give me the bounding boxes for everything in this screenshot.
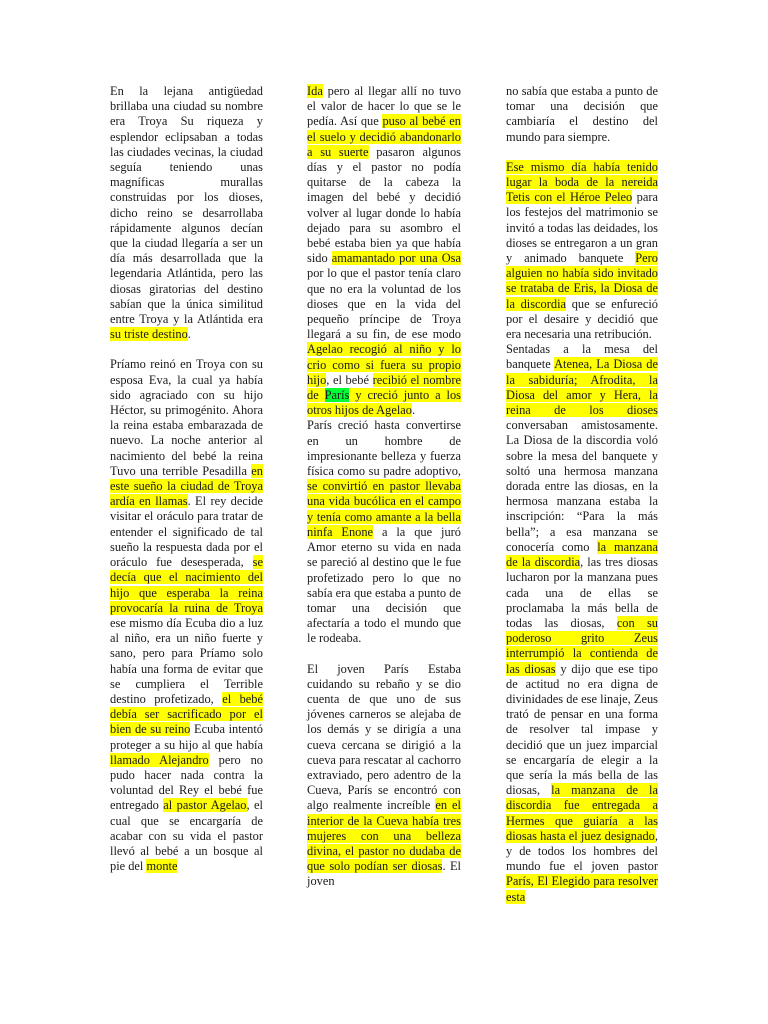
highlighted-text: con su poderoso grito Zeus interrumpió la contienda de las diosas bbox=[506, 615, 658, 676]
highlighted-text: puso al bebé en el suelo y decidió abandonarlo a su suerte bbox=[307, 114, 461, 159]
paragraph bbox=[110, 357, 263, 874]
highlighted-text: Agelao recogió al niño y lo crio como si fuera su propio hijo bbox=[307, 342, 461, 387]
highlighted-text: la manzana de la discordia bbox=[506, 539, 658, 570]
text-run: y dijo que ese tipo de actitud no era digna de divinidades de ese linaje, Zeus trató de pensar en una forma de resolver tal impase y decidió que un juez imparcial se encargaría de elegir a la que sería la más bella de las diosas, bbox=[506, 661, 658, 798]
paragraph bbox=[307, 84, 461, 418]
text-run: En la lejana antigüedad brillaba una ciudad su nombre era Troya Su riqueza y esplendor eclipsaban a todas las ciudades vecinas, la ciudad seguía teniendo unas magníficas murallas construidas por los dioses, dicho reino se desarrollaba rápidamente algunos decían que la ciudad llegaría a ser un día más desarrollada que la legendaria Atlántida, pero las diosas giratorias del destino sabían que la única similitud entre Troya y la Atlántida era bbox=[110, 84, 263, 327]
highlighted-text: se convirtió en pastor llevaba una vida bucólica en el campo y tenía como amante a la bella ninfa Enone bbox=[307, 479, 461, 539]
text-run: Sentadas a la mesa del banquete bbox=[506, 342, 658, 372]
text-run: por lo que el pastor tenía claro que no era la voluntad de los dioses que en la vida del pequeño príncipe de Troya llegará a su fin, de ese modo bbox=[307, 266, 461, 342]
text-run: . El rey decide visitar el oráculo para tratar de entender el significado de tal sueño la respuesta dada por el oráculo fue desesperada, bbox=[110, 494, 263, 570]
text-run: pasaron algunos días y el pastor no podía quitarse de la cabeza la imagen del bebé y decidió volver al lugar donde lo había dejado para su asombro el bebé estaba bien ya que había sido bbox=[307, 144, 461, 266]
column-1 bbox=[110, 84, 263, 889]
text-run: conversaban amistosamente. La Diosa de la discordia voló sobre la mesa del banquete y soltó una hermosa manzana dorada entre las diosas, en la hermosa manzana estaba la inscripción: “Para la más bella”; a esa manzana se conocería como bbox=[506, 418, 658, 554]
highlighted-text: su triste destino bbox=[110, 327, 188, 342]
text-run: a la que juró Amor eterno su vida en nada se pareció al destino que le fue profetizado pero lo que no sabía era que estaba a punto de tomar una decisión que afectaría a todo el mundo que le rodeaba. bbox=[307, 524, 461, 646]
text-run: . El joven bbox=[307, 859, 461, 889]
highlighted-text: Ese mismo día había tenido lugar la boda de la nereida Tetis con el Héroe Peleo bbox=[506, 159, 658, 205]
text-run: ese mismo día Ecuba dio a luz al niño, era un niño fuerte y sano, pero para Príamo solo había una forma de evitar que se cumpliera el Terrible destino profetizado, bbox=[110, 615, 263, 706]
paragraph bbox=[506, 160, 658, 342]
highlighted-text: París, El Elegido para resolver esta bbox=[506, 874, 658, 904]
highlighted-text: el bebé debía ser sacrificado por el bien de su reino bbox=[110, 691, 263, 737]
paragraph bbox=[506, 84, 658, 145]
highlighted-text: Pero alguien no había sido invitado se trataba de Eris, la Diosa de la discordia bbox=[506, 251, 658, 311]
text-run: pero al llegar allí no tuvo el valor de hacer lo que se le pedía. Así que bbox=[307, 84, 461, 129]
text-run: para los festejos del matrimonio se invitó a todas las deidades, los dioses se entregaron a un gran y animado banquete bbox=[506, 190, 658, 266]
column-3 bbox=[506, 84, 658, 920]
text-run: , y de todos los hombres del mundo fue el joven pastor bbox=[506, 828, 658, 874]
text-run: El joven París Estaba cuidando su rebaño y se dio cuenta de que uno de sus jóvenes carneros se alejaba de los demás y se dirigía a una cueva cercana se dirigió a la cueva para rescatar al cachorro extraviado, pero adentro de la Cueva, París se encontró con algo realmente increíble bbox=[307, 661, 461, 813]
highlighted-text: recibió el nombre de bbox=[307, 372, 461, 403]
highlighted-text: amamantado por una Osa bbox=[331, 251, 461, 266]
highlighted-text: en el interior de la Cueva había tres mujeres con una belleza divina, el pastor no dudaba de que solo podían ser diosas bbox=[307, 798, 461, 874]
text-run: Príamo reinó en Troya con su esposa Eva, la cual ya había sido agraciado con su hijo Héctor, su primogénito. Ahora la reina estaba embarazada de nuevo. La noche anterior al nacimiento del bebé la reina Tuvo una terrible Pesadilla bbox=[110, 357, 263, 478]
highlighted-text: la manzana de la discordia fue entregada a Hermes que guiaría a las diosas hasta el juez designado bbox=[506, 783, 658, 843]
paragraph bbox=[307, 662, 461, 890]
text-run: , el bebé bbox=[326, 372, 373, 387]
highlighted-text: se decía que el nacimiento del hijo que esperaba la reina provocaría la ruina de Troya bbox=[110, 555, 263, 615]
highlighted-text: en este sueño la ciudad de Troya ardía en llamas bbox=[110, 463, 263, 509]
text-run: , las tres diosas lucharon por la manzana pues cada una de ellas se proclamaba la más bella de todas las diosas, bbox=[506, 555, 658, 630]
highlighted-text: llamado Alejandro bbox=[110, 752, 209, 767]
text-run: , el cual que se encargaría de acabar con su vida el pastor llevó al bebé a un bosque al pie del bbox=[110, 798, 264, 874]
text-run: Ecuba intentó proteger a su hijo al que había bbox=[110, 722, 263, 752]
highlighted-text: Atenea, La Diosa de la sabiduría; Afrodita, la Diosa del amor y Hera, la reina de los dioses bbox=[506, 357, 658, 418]
highlighted-text: monte bbox=[146, 859, 178, 874]
text-run: París creció hasta convertirse en un hombre de impresionante belleza y fuerza física como su padre adoptivo, bbox=[307, 418, 461, 479]
green-highlighted-text: París bbox=[324, 388, 350, 403]
highlighted-text: y creció junto a los otros hijos de Agelao bbox=[307, 388, 461, 418]
text-run: . bbox=[187, 327, 191, 342]
text-run: no sabía que estaba a punto de tomar una decisión que cambiaría el destino del mundo para siempre. bbox=[506, 84, 658, 144]
paragraph bbox=[307, 418, 461, 646]
paragraph bbox=[110, 84, 263, 342]
highlighted-text: al pastor Agelao bbox=[163, 798, 247, 813]
text-run: pero no pudo hacer nada contra la voluntad del Rey el bebé fue entregado bbox=[110, 752, 263, 813]
text-run: . bbox=[411, 403, 416, 418]
column-2 bbox=[307, 84, 461, 905]
highlighted-text: Ida bbox=[307, 84, 323, 98]
text-run: que se enfureció por el desaire y decidió que era necesaria una retribución. bbox=[506, 296, 658, 342]
paragraph bbox=[506, 342, 658, 905]
